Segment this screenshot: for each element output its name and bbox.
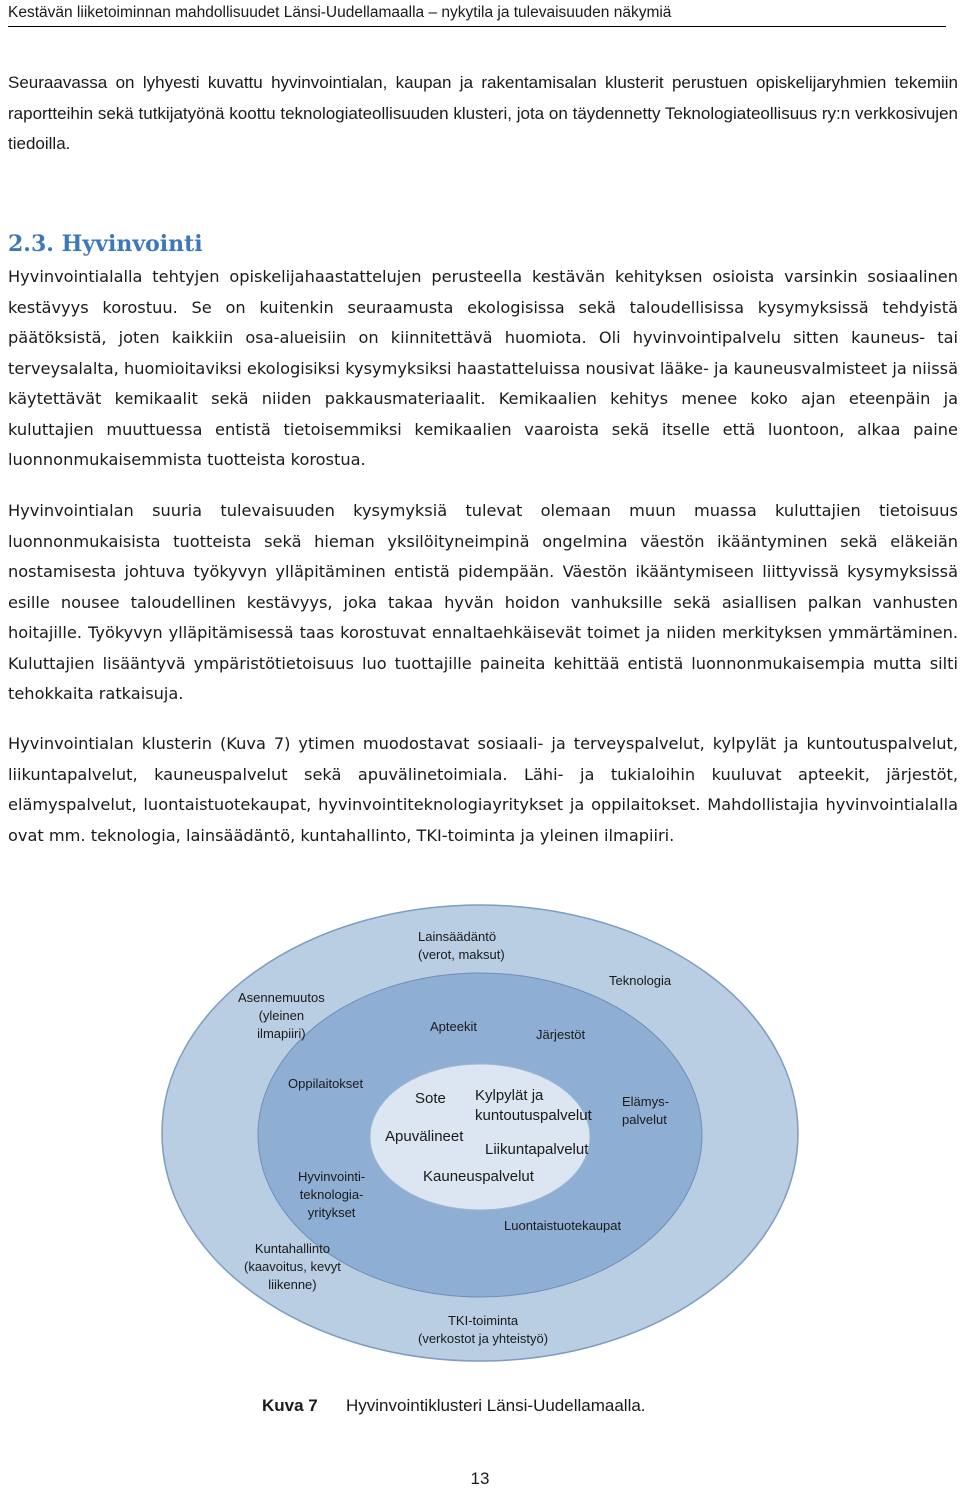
cluster-ellipses [160,903,800,1363]
label-liikuntapalvelut: Liikuntapalvelut [485,1141,589,1158]
label-lainsaadanto: Lainsäädäntö (verot, maksut) [418,929,505,962]
figure-caption [262,1394,646,1418]
body-paragraph-3: Hyvinvointialan klusterin (Kuva 7) ytimen muodostavat sosiaali- ja terveyspalvelut, kylpylät ja kuntoutuspalvelut, liikuntapalvelut, kauneuspalvelut sekä apuvälinetoimiala. Lähi- ja tukialoihin kuuluvat apteekit, järjestöt, elämyspalvelut, luontaistuotekaupat, hyvinvointiteknologiayritykset ja oppilaitokset. Mahdollistajia hyvinvointialalla ovat mm. teknologia, lainsäädäntö, kuntahallinto, TKI-toiminta ja yleinen ilmapiiri. [8,734,958,845]
page-number: 13 [470,1469,490,1488]
wellbeing-cluster-diagram [160,903,800,1363]
label-kylpylat: Kylpylät ja kuntoutuspalvelut [475,1087,592,1124]
section-number: 2.3. [8,231,54,257]
intro-paragraph: Seuraavassa on lyhyesti kuvattu hyvinvointialan, kaupan ja rakentamisalan klusterit perustuen opiskelijaryhmien tekemiin raportteihin sekä tutkijatyönä koottu teknologiateollisuuden klusteri, jota on täydennetty Teknologiateollisuus ry:n verkkosivujen tiedoilla. [8,73,958,153]
label-apuvalineet: Apuvälineet [385,1128,464,1145]
label-kuntahallinto: Kuntahallinto (kaavoitus, kevyt liikenne) [244,1241,341,1292]
figure-caption-text: Hyvinvointiklusteri Länsi-Uudellamaalla. [346,1396,646,1415]
label-apteekit: Apteekit [430,1019,477,1034]
label-asennemuutos: Asennemuutos (yleinen ilmapiiri) [238,990,325,1041]
label-teknologia: Teknologia [609,973,672,988]
figure-number: Kuva 7 [262,1396,318,1415]
running-header: Kestävän liiketoiminnan mahdollisuudet Länsi-Uudellamaalla – nykytila ja tulevaisuuden näkymiä [8,2,946,27]
label-elamyspalvelut: Elämys- palvelut [622,1094,669,1127]
label-oppilaitokset: Oppilaitokset [288,1076,364,1091]
body-paragraph-1: Hyvinvointialalla tehtyjen opiskelijahaastattelujen perusteella kestävän kehityksen osioista varsinkin sosiaalinen kestävyys korostuu. Se on kuitenkin seuraamusta ekologisissa sekä taloudellisissa kysymyksissä tehdyistä päätöksistä, joten kaikkiin osa-alueisiin on kiinnitettävä huomiota. Oli hyvinvointipalvelu sitten kauneus- tai terveysalalta, huomioitaviksi ekologisiksi kysymyksiksi haastatteluissa nousivat lääke- ja kauneusvalmisteet ja niissä käytettävät kemikaalit sekä niiden pakkausmateriaalit. Kemikaalien kehitys menee koko ajan eteenpäin ja kuluttajien muuttuessa entistä tietoisemmiksi kemikaalien vaaroista sekä itselle että luontoon, alkaa paine luonnonmukaisemmista tuotteista korostua. [8,267,958,469]
body-paragraph-2: Hyvinvointialan suuria tulevaisuuden kysymyksiä tulevat olemaan muun muassa kuluttajien tietoisuus luonnonmukaisista tuotteista sekä hieman yksilöityneimpinä ongelmina väestön ikääntyminen sekä eläkeiän nostamisesta johtuva työkyvyn ylläpitäminen entistä pidempään. Väestön ikääntymiseen liittyvissä kysymyksissä esille nousee taloudellinen kestävyys, joka takaa hyvän hoidon vanhuksille sekä asiallisen palkan vanhusten hoitajille. Työkyvyn ylläpitämisessä taas korostuvat ennaltaehkäisevät toimet ja niiden merkityksen ymmärtäminen. Kuluttajien lisääntyvä ympäristötietoisuus luo tuottajille paineita kehittää entistä luonnonmukaisempia mutta silti tehokkaita ratkaisuja. [8,501,958,703]
label-hyvinvointiteknologia: Hyvinvointi- teknologia- yritykset [298,1169,366,1220]
label-tki: TKI-toiminta (verkostot ja yhteistyö) [418,1313,549,1346]
section-title: Hyvinvointi [61,231,203,257]
section-heading [8,228,203,260]
label-kauneuspalvelut: Kauneuspalvelut [423,1168,534,1185]
label-luontaistuotekaupat: Luontaistuotekaupat [504,1218,622,1233]
label-jarjestot: Järjestöt [536,1027,586,1042]
label-sote: Sote [415,1090,446,1107]
